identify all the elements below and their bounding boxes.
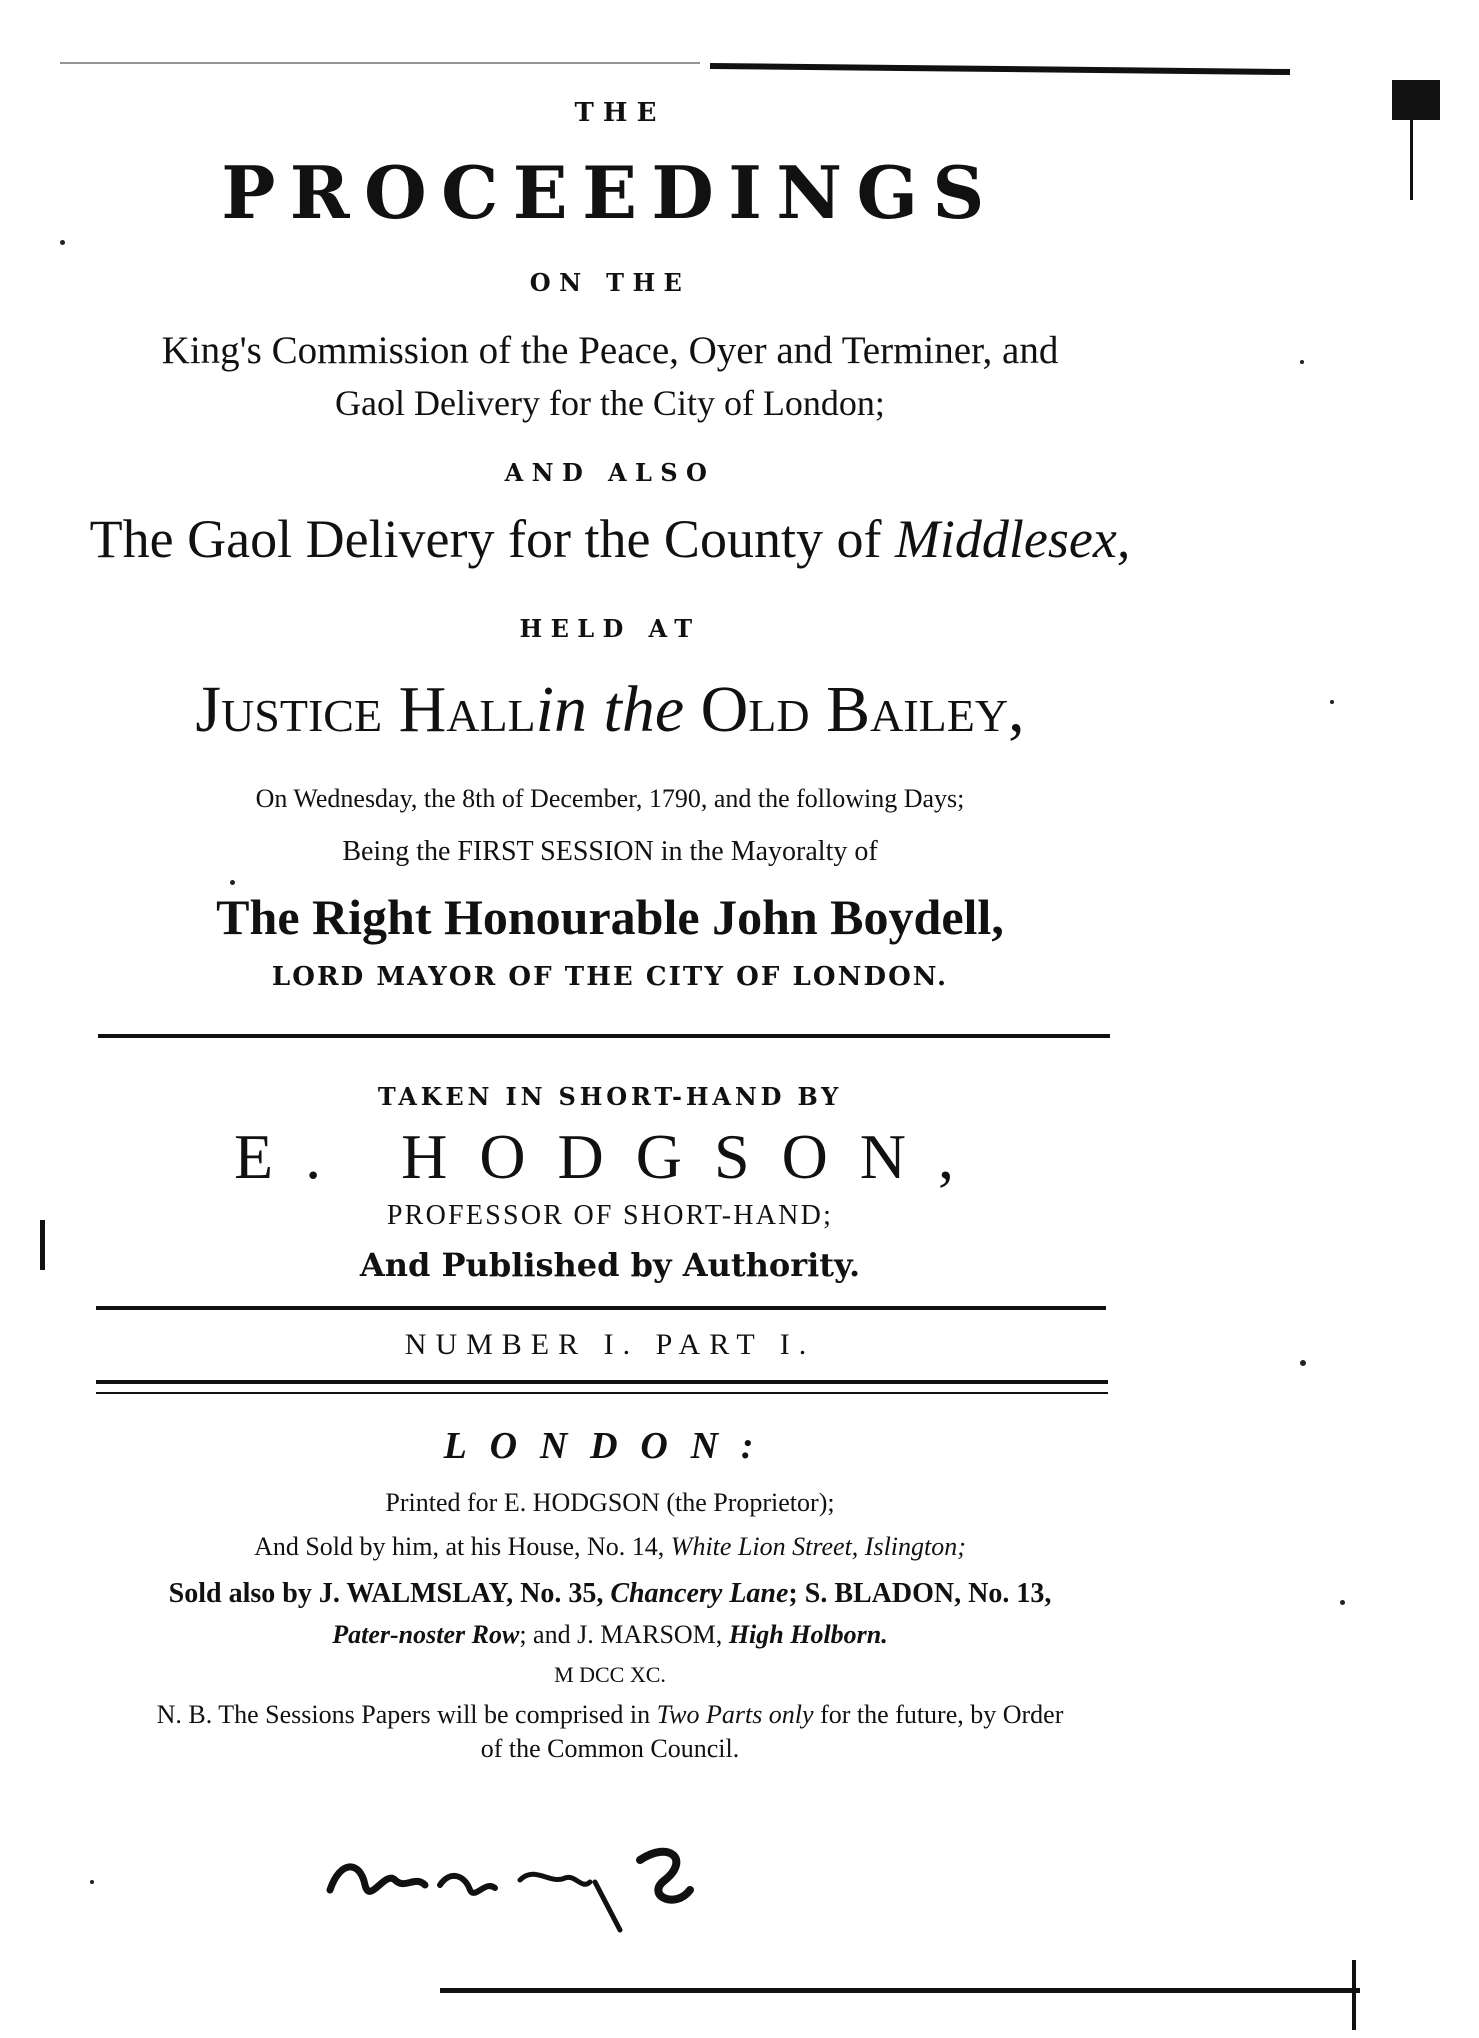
divider-3b [96,1392,1108,1394]
note-line-2: of the Common Council. [480,1734,740,1763]
year-line: M DCC XC. [554,1662,666,1687]
held-at-heading: HELD AT [519,614,701,643]
sold-also-line [80,1578,1140,1610]
gaol-delivery-line [80,508,1140,570]
london-heading: LONDON: [443,1425,777,1467]
speck [1340,1600,1345,1605]
high-holborn: High Holborn. [728,1620,888,1649]
reporter-profession: PROFESSOR OF SHORT-HAND; [386,1200,834,1231]
mayor-title: LORD MAYOR OF THE CITY OF LONDON. [271,962,949,992]
gaol-delivery-prefix: The Gaol Delivery for the County of [89,509,882,569]
date-line: On Wednesday, the 8th of December, 1790, and the following Days; [255,784,965,813]
note-line-1 [80,1700,1140,1730]
taken-by-line: TAKEN IN SHORT-HAND BY [377,1082,843,1111]
sold-also-1: Sold also by J. WALMSLAY, No. 35, [168,1578,604,1609]
note-italic: Two Parts only [656,1700,814,1729]
speck [90,1880,94,1884]
old-bailey: Old Bailey, [700,673,1025,746]
divider-3a [96,1380,1108,1384]
left-mark [40,1220,45,1270]
published-by-authority: And Published by Authority. [359,1246,861,1284]
sold-by-street: White Lion Street, Islington; [670,1532,966,1561]
marsom: ; and J. MARSOM, [519,1620,723,1649]
divider-2 [96,1306,1106,1310]
proceedings-heading: PROCEEDINGS [221,150,999,235]
printed-for-line: Printed for E. HODGSON (the Proprietor); [385,1488,835,1517]
commission-line-1: King's Commission of the Peace, Oyer and Terminer, and [161,329,1059,372]
chancery-lane: Chancery Lane [610,1578,789,1609]
right-edge-artifact [1392,80,1440,120]
reporter-name: E. HODGSON, [234,1121,986,1192]
and-also-heading: AND ALSO [504,458,716,487]
handwritten-signature [320,1830,740,1940]
gaol-delivery-county: Middlesex, [894,509,1131,569]
note-prefix: N. B. The Sessions Papers will be comprised in [156,1700,651,1729]
note-suffix: for the future, by Order [820,1700,1064,1729]
bottom-border-artifact [440,1988,1360,1993]
in-the: in the [535,673,685,746]
on-the-heading: ON THE [529,268,691,297]
speck [1300,360,1304,364]
speck [60,240,65,245]
number-part: NUMBER I. PART I. [404,1328,816,1361]
mayor-name: The Right Honourable John Boydell, [216,889,1004,945]
bottom-right-edge [1352,1960,1356,2030]
speck [1330,700,1334,704]
paternoster-row: Pater-noster Row [332,1620,520,1649]
sold-by-line [80,1532,1140,1562]
sold-by-prefix: And Sold by him, at his House, No. 14, [254,1532,665,1561]
commission-line-2: Gaol Delivery for the City of London; [335,383,885,423]
justice-hall: Justice Hall [195,673,536,746]
speck [230,880,235,885]
right-edge-artifact-line [1410,80,1413,200]
the-heading: THE [574,98,666,128]
paternoster-line [80,1620,1140,1650]
top-border-artifact-thin [60,62,700,64]
top-border-artifact [710,63,1290,75]
justice-hall-line [80,672,1140,748]
divider-1 [98,1034,1110,1038]
sold-also-2: ; S. BLADON, No. 13, [788,1578,1052,1609]
session-line: Being the FIRST SESSION in the Mayoralty of [342,836,878,867]
speck [1300,1360,1306,1366]
